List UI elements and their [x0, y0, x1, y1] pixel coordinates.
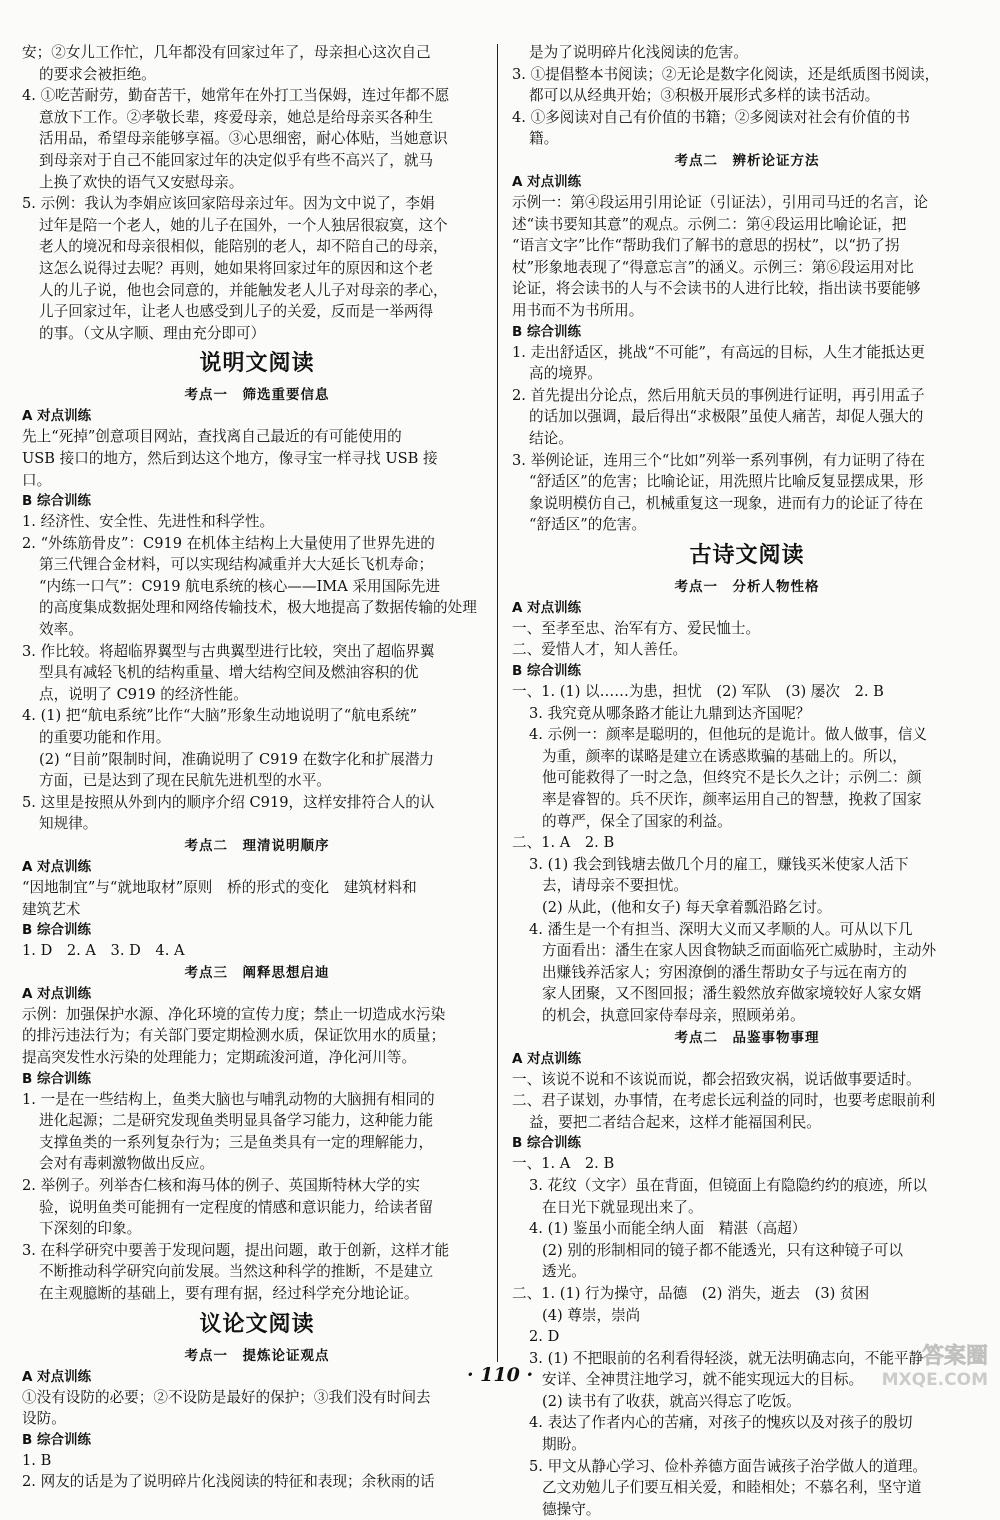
answer-line: (4) 尊崇，崇尚 — [542, 1306, 641, 1324]
kaodian-heading: 考点二 辨析论证方法 — [674, 152, 820, 169]
training-label: A 对点训练 — [22, 985, 92, 1002]
training-label: B 综合训练 — [22, 493, 91, 510]
answer-line: 2. “外练筋骨皮”：C919 在机体主结构上大量使用了世界先进的 — [22, 534, 435, 552]
answer-line: 1. 走出舒适区，挑战“不可能”，有高远的目标，人生才能抵达更 — [512, 343, 925, 361]
answer-line: 的重要功能和作用。 — [39, 729, 171, 747]
answer-line: 3. 我究竟从哪条路才能让九鼎到达齐国呢？ — [529, 704, 811, 722]
answer-line: 4. ①多阅读对自己有价值的书籍；②多阅读对社会有价值的书 — [512, 108, 911, 126]
answer-line: (2) “目前”限制时间，准确说明了 C919 在数字化和扩展潜力 — [39, 750, 435, 768]
answer-line: 支撑鱼类的一系列复杂行为；三是鱼类具有一定的理解能力， — [39, 1133, 434, 1151]
training-label: B 综合训练 — [22, 1431, 91, 1448]
answer-line: 3. (1) 我会到钱塘去做几个月的雇工，赚钱买米使家人活下 — [529, 855, 909, 873]
section-title: 议论文阅读 — [199, 1311, 315, 1337]
answer-line: 2. 网友的话是为了说明碎片化浅阅读的特征和表现；余秋雨的话 — [22, 1473, 435, 1491]
answer-line: 象说明模仿自己，机械重复这一现象，进而有力的论证了待在 — [529, 494, 924, 512]
kaodian-heading: 考点一 分析人物性格 — [674, 578, 820, 595]
answer-line: 的尊严，保全了国家的利益。 — [542, 812, 732, 830]
answer-line: 3. ①提倡整本书阅读；②无论是数字化阅读，还是纸质图书阅读， — [512, 65, 940, 83]
answer-line: 5. 甲文从静心学习、俭朴养德方面告诫孩子治学做人的道理。 — [529, 1457, 928, 1475]
answer-line: ①没有设防的必要；②不设防是最好的保护；③我们没有时间去 — [22, 1388, 431, 1406]
answer-line: “因地制宜”与“就地取材”原则 桥的形式的变化 建筑材料和 — [22, 879, 417, 896]
answer-line: 上换了欢快的语气又安慰母亲。 — [39, 173, 244, 191]
answer-line: 型具有减轻飞机的结构重量、增大结构空间及燃油容积的优 — [39, 664, 419, 682]
answer-line: 5. 这里是按照从外到内的顺序介绍 C919，这样安排符合人的认 — [22, 793, 435, 811]
answer-line: 1. D 2. A 3. D 4. A — [22, 942, 185, 960]
answer-line: 用书而不为书所用。 — [512, 301, 644, 319]
training-label: A 对点训练 — [22, 859, 92, 875]
answer-line: 都可以从经典开始；③积极开展形式多样的读书活动。 — [529, 87, 880, 105]
answer-line: 不断推动科学研究向前发展。当然这种科学的推断，不是建立 — [39, 1263, 434, 1281]
kaodian-heading: 考点二 理清说明顺序 — [184, 838, 330, 854]
answer-line: 4. (1) 鉴虽小而能全纳人面 精湛（高超） — [529, 1220, 807, 1238]
answer-line: 安详、全神贯注地学习，就不能实现远大的目标。 — [542, 1371, 864, 1389]
answer-line: 到母亲对于自己不能回家过年的决定似乎有些不高兴了，就马 — [39, 151, 434, 169]
kaodian-heading: 考点二 品鉴事物事理 — [674, 1029, 820, 1046]
answer-line: 4. 潘生是一个有担当、深明大义而又孝顺的人。可从以下几 — [529, 920, 913, 938]
answer-line: 示例：加强保护水源、净化环境的宣传力度；禁止一切造成水污染 — [22, 1005, 446, 1023]
training-label: A 对点训练 — [22, 1368, 92, 1385]
answer-line: 杖”形象地表现了“得意忘言”的涵义。示例三：第⑥段运用对比 — [512, 258, 914, 276]
answer-line: 率是睿智的。兵不厌诈，颜率运用自己的智慧，挽救了国家 — [542, 791, 922, 809]
answer-line: 3. (1) 不把眼前的名利看得轻淡，就无法明确志向，不能平静 — [529, 1349, 924, 1367]
answer-line: 3. 举例论证，连用三个“比如”列举一系列事例，有力证明了待在 — [512, 451, 925, 469]
answer-line: 为重，颜率的谋略是建立在诱惑欺骗的基础上的。所以， — [542, 747, 907, 765]
training-label: A 对点训练 — [22, 408, 92, 425]
left-column — [22, 42, 492, 1493]
section-title: 古诗文阅读 — [689, 542, 805, 568]
answer-line: 知规律。 — [39, 815, 98, 833]
answer-line: 结论。 — [529, 429, 573, 447]
answer-line: 论证，将会读书的人与不会读书的人进行比较，指出读书要能够 — [512, 280, 921, 298]
answer-line: 出赚钱养活家人；穷困潦倒的潘生帮助女子与远在南方的 — [542, 963, 907, 981]
training-label: A 对点训练 — [512, 1050, 582, 1067]
answer-line: 方面，已是达到了现在民航先进机型的水平。 — [39, 772, 331, 790]
answer-line: 的事。（文从字顺、理由充分即可） — [39, 324, 266, 342]
answer-line: 4. 表达了作者内心的苦痛，对孩子的愧疚以及对孩子的殷切 — [529, 1414, 913, 1432]
answer-line: 的要求会被拒绝。 — [39, 65, 156, 83]
watermark-url: MXQE.COM — [881, 1370, 988, 1390]
training-label: B 综合训练 — [512, 1135, 581, 1152]
answer-line: 下深刻的印象。 — [39, 1220, 142, 1238]
answer-line: 籍。 — [529, 130, 559, 148]
answer-line: 这怎么说得过去呢？再则，她如果将回家过年的原因和这个老 — [39, 259, 434, 277]
answer-line: 口。 — [22, 471, 52, 489]
answer-line: 验，说明鱼类可能拥有一定程度的情感和意识能力，给读者留 — [39, 1198, 434, 1216]
training-label: A 对点训练 — [512, 599, 582, 616]
answer-line: 乙文劝勉儿子们要互相关爱，和睦相处；不慕名利，坚守道 — [542, 1479, 922, 1497]
answer-line: 3. 花纹（文字）虽在背面，但镜面上有隐隐约约的痕迹，所以 — [529, 1176, 928, 1194]
answer-line: 3. 在科学研究中要善于发现问题，提出问题，敢于创新，这样才能 — [22, 1241, 450, 1259]
answer-line: 二、君子谋划，办事情，在考虑长远利益的同时，也要考虑眼前利 — [512, 1092, 936, 1110]
answer-line: 一、该说不说和不该说而说，都会招致灾祸，说话做事要适时。 — [512, 1070, 921, 1088]
answer-line: “内练一口气”：C919 航电系统的核心——IMA 采用国际先进 — [39, 577, 440, 595]
column-divider — [497, 44, 498, 1362]
answer-line: “舒适区”的危害。 — [529, 516, 647, 534]
answer-line: 一、1. (1) 以……为患，担忧 (2) 军队 (3) 屡次 2. B — [512, 683, 884, 701]
answer-line: 家人团聚，又不图回报；潘生毅然放弃做家境较好人家女婿 — [542, 985, 922, 1003]
training-label: B 综合训练 — [512, 323, 581, 340]
watermark-name: 答案圈 — [921, 1344, 988, 1369]
answer-line: 期盼。 — [542, 1436, 586, 1454]
answer-line: 4. (1) 把“航电系统”比作“大脑”形象生动地说明了“航电系统” — [22, 707, 418, 725]
answer-line: 二、1. A 2. B — [512, 834, 615, 852]
answer-line: 安；②女儿工作忙，几年都没有回家过年了，母亲担心这次自己 — [22, 44, 431, 61]
answer-line: 4. ①吃苦耐劳，勤奋苦干，她常年在外打工当保姆，连过年都不愿 — [22, 87, 450, 105]
answer-line: 他可能救得了一时之急，但终究不是长久之计；示例二：颜 — [542, 769, 922, 787]
answer-line: 过年是陪一个老人，她的儿子在国外，一个人独居很寂寞，这个 — [39, 216, 448, 234]
answer-line: 提高突发性水污染的处理能力；定期疏浚河道，净化河川等。 — [22, 1048, 417, 1066]
answer-line: 二、1. (1) 行为操守，品德 (2) 消失，逝去 (3) 贫困 — [512, 1284, 870, 1302]
answer-line: (2) 别的形制相同的镜子都不能透光，只有这种镜子可以 — [542, 1241, 903, 1259]
answer-line: 3. 作比较。将超临界翼型与古典翼型进行比较，突出了超临界翼 — [22, 642, 435, 660]
answer-line: 德操守。 — [542, 1500, 601, 1518]
answer-line: (2) 从此，(他和女子) 每天拿着瓢沿路乞讨。 — [542, 899, 832, 916]
answer-line: 会对有毒刺激物做出反应。 — [39, 1155, 215, 1173]
answer-line: 在日光下就显现出来了。 — [542, 1198, 703, 1216]
answer-line: 是为了说明碎片化浅阅读的危害。 — [529, 44, 748, 61]
kaodian-heading: 考点一 提炼论证观点 — [184, 1347, 330, 1364]
answer-line: 5. 示例：我认为李娟应该回家陪母亲过年。因为文中说了，李娟 — [22, 195, 435, 213]
answer-line: 2. D — [529, 1328, 560, 1346]
answer-line: 意放下工作。②孝敬长辈，疼爱母亲，她总是给母亲买各种生 — [39, 108, 434, 126]
answer-line: 述“读书要知其意”的观点。示例二：第④段运用比喻论证，把 — [512, 215, 907, 233]
answer-line: 1. 一是在一些结构上，鱼类大脑也与哺乳动物的大脑拥有相同的 — [22, 1090, 435, 1108]
answer-line: 的话加以强调，最后得出“求极限”虽使人痛苦，却促人强大的 — [529, 408, 924, 426]
training-label: A 对点训练 — [512, 173, 582, 190]
answer-line: 去，请母亲不要担忧。 — [542, 877, 688, 895]
answer-line: 高的境界。 — [529, 365, 602, 383]
answer-line: 的高度集成数据处理和网络传输技术，极大地提高了数据传输的处理 — [39, 599, 477, 617]
training-label: B 综合训练 — [512, 663, 581, 680]
answer-line: 活用品，希望母亲能够享福。③心思细密，耐心体贴，当她意识 — [39, 130, 448, 148]
answer-line: 先上“死掉”创意项目网站，查找离自己最近的有可能使用的 — [22, 428, 402, 446]
answer-line: 建筑艺术 — [22, 900, 81, 918]
answer-line: 第三代锂合金材料，可以实现结构减重并大大延长飞机寿命； — [39, 556, 434, 574]
answer-line: 人的儿子说，他也会同意的，并能触发老人儿子对母亲的孝心， — [39, 281, 448, 299]
answer-line: USB 接口的地方，然后到达这个地方，像寻宝一样寻找 USB 接 — [22, 449, 438, 467]
answer-line: 1. 经济性、安全性、先进性和科学性。 — [22, 513, 275, 531]
kaodian-heading: 考点三 阐释思想启迪 — [184, 964, 330, 981]
section-title: 说明文阅读 — [199, 351, 315, 377]
answer-line: 效率。 — [39, 621, 83, 639]
answer-line: 透光。 — [542, 1263, 586, 1281]
answer-line: 二、爱惜人才，知人善任。 — [512, 641, 688, 659]
answer-line: 2. 首先提出分论点，然后用航天员的事例进行证明，再引用孟子 — [512, 386, 925, 404]
answer-line: 一、1. A 2. B — [512, 1155, 615, 1173]
training-label: B 综合训练 — [22, 1070, 91, 1087]
answer-line: “舒适区”的危害；比喻论证，用洗照片比喻反复显摆成果，形 — [529, 473, 924, 491]
answer-line: 点，说明了 C919 的经济性能。 — [39, 685, 248, 703]
watermark-logo — [840, 1339, 990, 1391]
answer-line: 的机会，执意回家侍奉母亲，照顾弟弟。 — [542, 1006, 805, 1024]
answer-line: 4. 示例一：颜率是聪明的，但他玩的是诡计。做人做事，信义 — [529, 726, 928, 744]
answer-line: 2. 举例子。列举杏仁核和海马体的例子、英国斯特林大学的实 — [22, 1176, 421, 1194]
answer-line: “语言文字”比作“帮助我们了解书的意思的拐杖”，以“扔了拐 — [512, 237, 900, 255]
answer-line: 儿子回家过年，让老人也感受到儿子的关爱，反而是一举两得 — [39, 303, 434, 321]
answer-line: 进化起源；二是研究发现鱼类明显具备学习能力，这种能力能 — [39, 1112, 434, 1130]
right-column — [512, 42, 982, 1520]
kaodian-heading: 考点一 筛选重要信息 — [184, 387, 330, 404]
training-label: B 综合训练 — [22, 922, 91, 939]
page-number: · 110 · — [466, 1364, 534, 1386]
answer-line: 老人的境况和母亲很相似，能陪别的老人，却不陪自己的母亲， — [39, 238, 448, 256]
answer-line: 一、至孝至忠、治军有方、爱民恤士。 — [512, 619, 761, 637]
answer-line: 1. B — [22, 1451, 52, 1469]
answer-line: 设防。 — [22, 1410, 66, 1428]
answer-line: (2) 读书有了收获，就高兴得忘了吃饭。 — [542, 1392, 801, 1410]
answer-line: 的排污违法行为；有关部门要定期检测水质，保证饮用水的质量； — [22, 1027, 446, 1045]
answer-line: 示例一：第④段运用引用论证（引证法），引用司马迁的名言，论 — [512, 193, 928, 211]
answer-line: 方面看出：潘生在家人因食物缺乏而面临死亡威胁时，主动外 — [542, 942, 937, 960]
answer-line: 在主观臆断的基础上，要有理有据，经过科学充分地论证。 — [39, 1284, 419, 1302]
answer-line: 益，要把二者结合起来，这样才能福国利民。 — [529, 1113, 821, 1131]
